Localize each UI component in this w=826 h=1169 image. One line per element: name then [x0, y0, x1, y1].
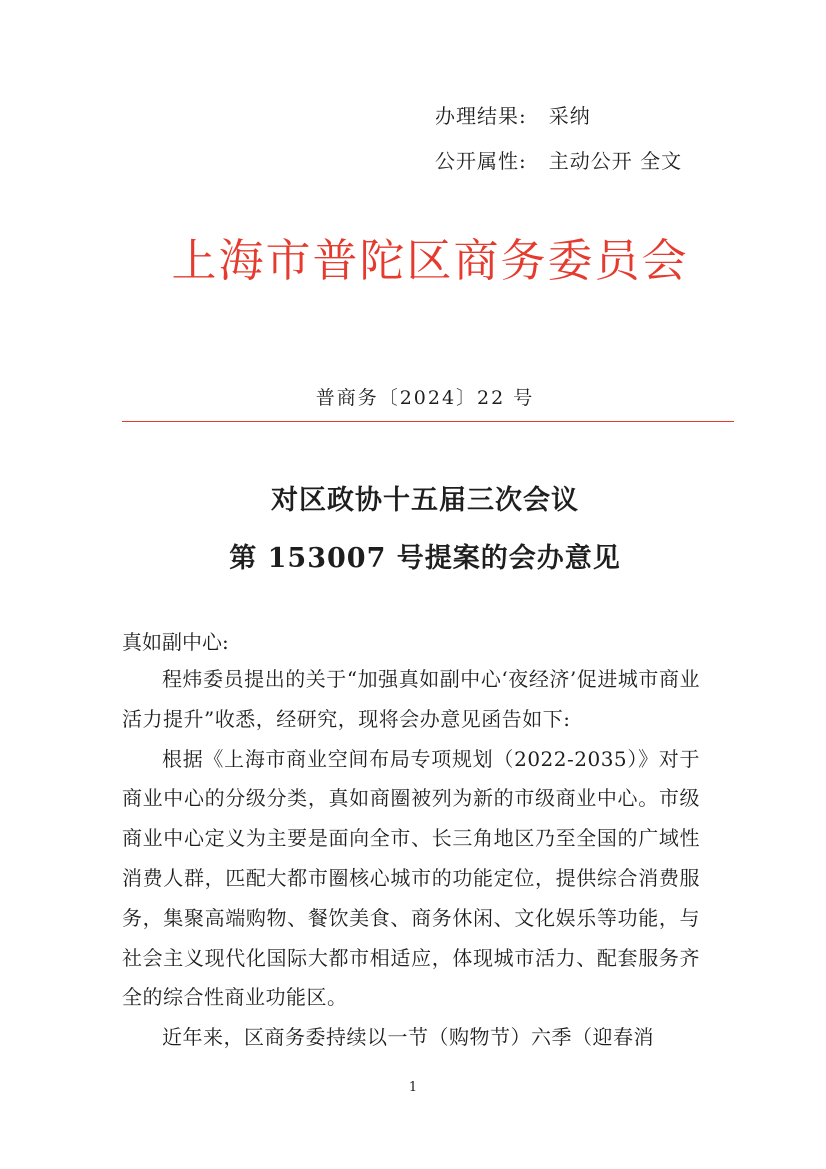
- body-paragraph: 近年来，区商务委持续以一节（购物节）六季（迎春消: [162, 1025, 654, 1050]
- issuing-organization-title: 上海市普陀区商务委员会: [171, 234, 689, 287]
- disclosure-line: [435, 145, 682, 174]
- body-paragraph: 根据《上海市商业空间布局专项规划（2022-2035）》对于商业中心的分级分类，真如商圈被列为新的市级商业中心。市级商业中心定义为主要是面向全市、长三角地区乃至全国的广域性消费人群，匹配大都市圈核心城市的功能定位，提供综合消费服务，集聚高端购物、餐饮美食、商务休闲、文化娱乐等功能，与社会主义现代化国际大都市相适应，体现城市活力、配套服务齐全的综合性商业功能区。: [122, 746, 700, 1010]
- document-title-line-1: 对区政协十五届三次会议: [271, 485, 579, 516]
- disclosure-label: 公开属性:: [435, 149, 527, 173]
- document-number: 普商务〔2024〕22 号: [315, 387, 535, 409]
- recipient: 真如副中心:: [122, 630, 229, 654]
- page-number: 1: [408, 1080, 418, 1095]
- document-title-line-2: 第 153007 号提案的会办意见: [229, 543, 621, 574]
- body-paragraph: 程炜委员提出的关于“加强真如副中心‘夜经济’促进城市商业活力提升”收悉，经研究，现将会办意见函告如下:: [122, 667, 700, 731]
- disclosure-value: 主动公开 全文: [548, 149, 683, 173]
- handling-result-value: 采纳: [548, 104, 591, 128]
- red-divider-line: [122, 421, 734, 422]
- handling-result-label: 办理结果:: [435, 104, 527, 128]
- handling-result-line: [435, 100, 591, 129]
- document-body: [122, 660, 700, 1058]
